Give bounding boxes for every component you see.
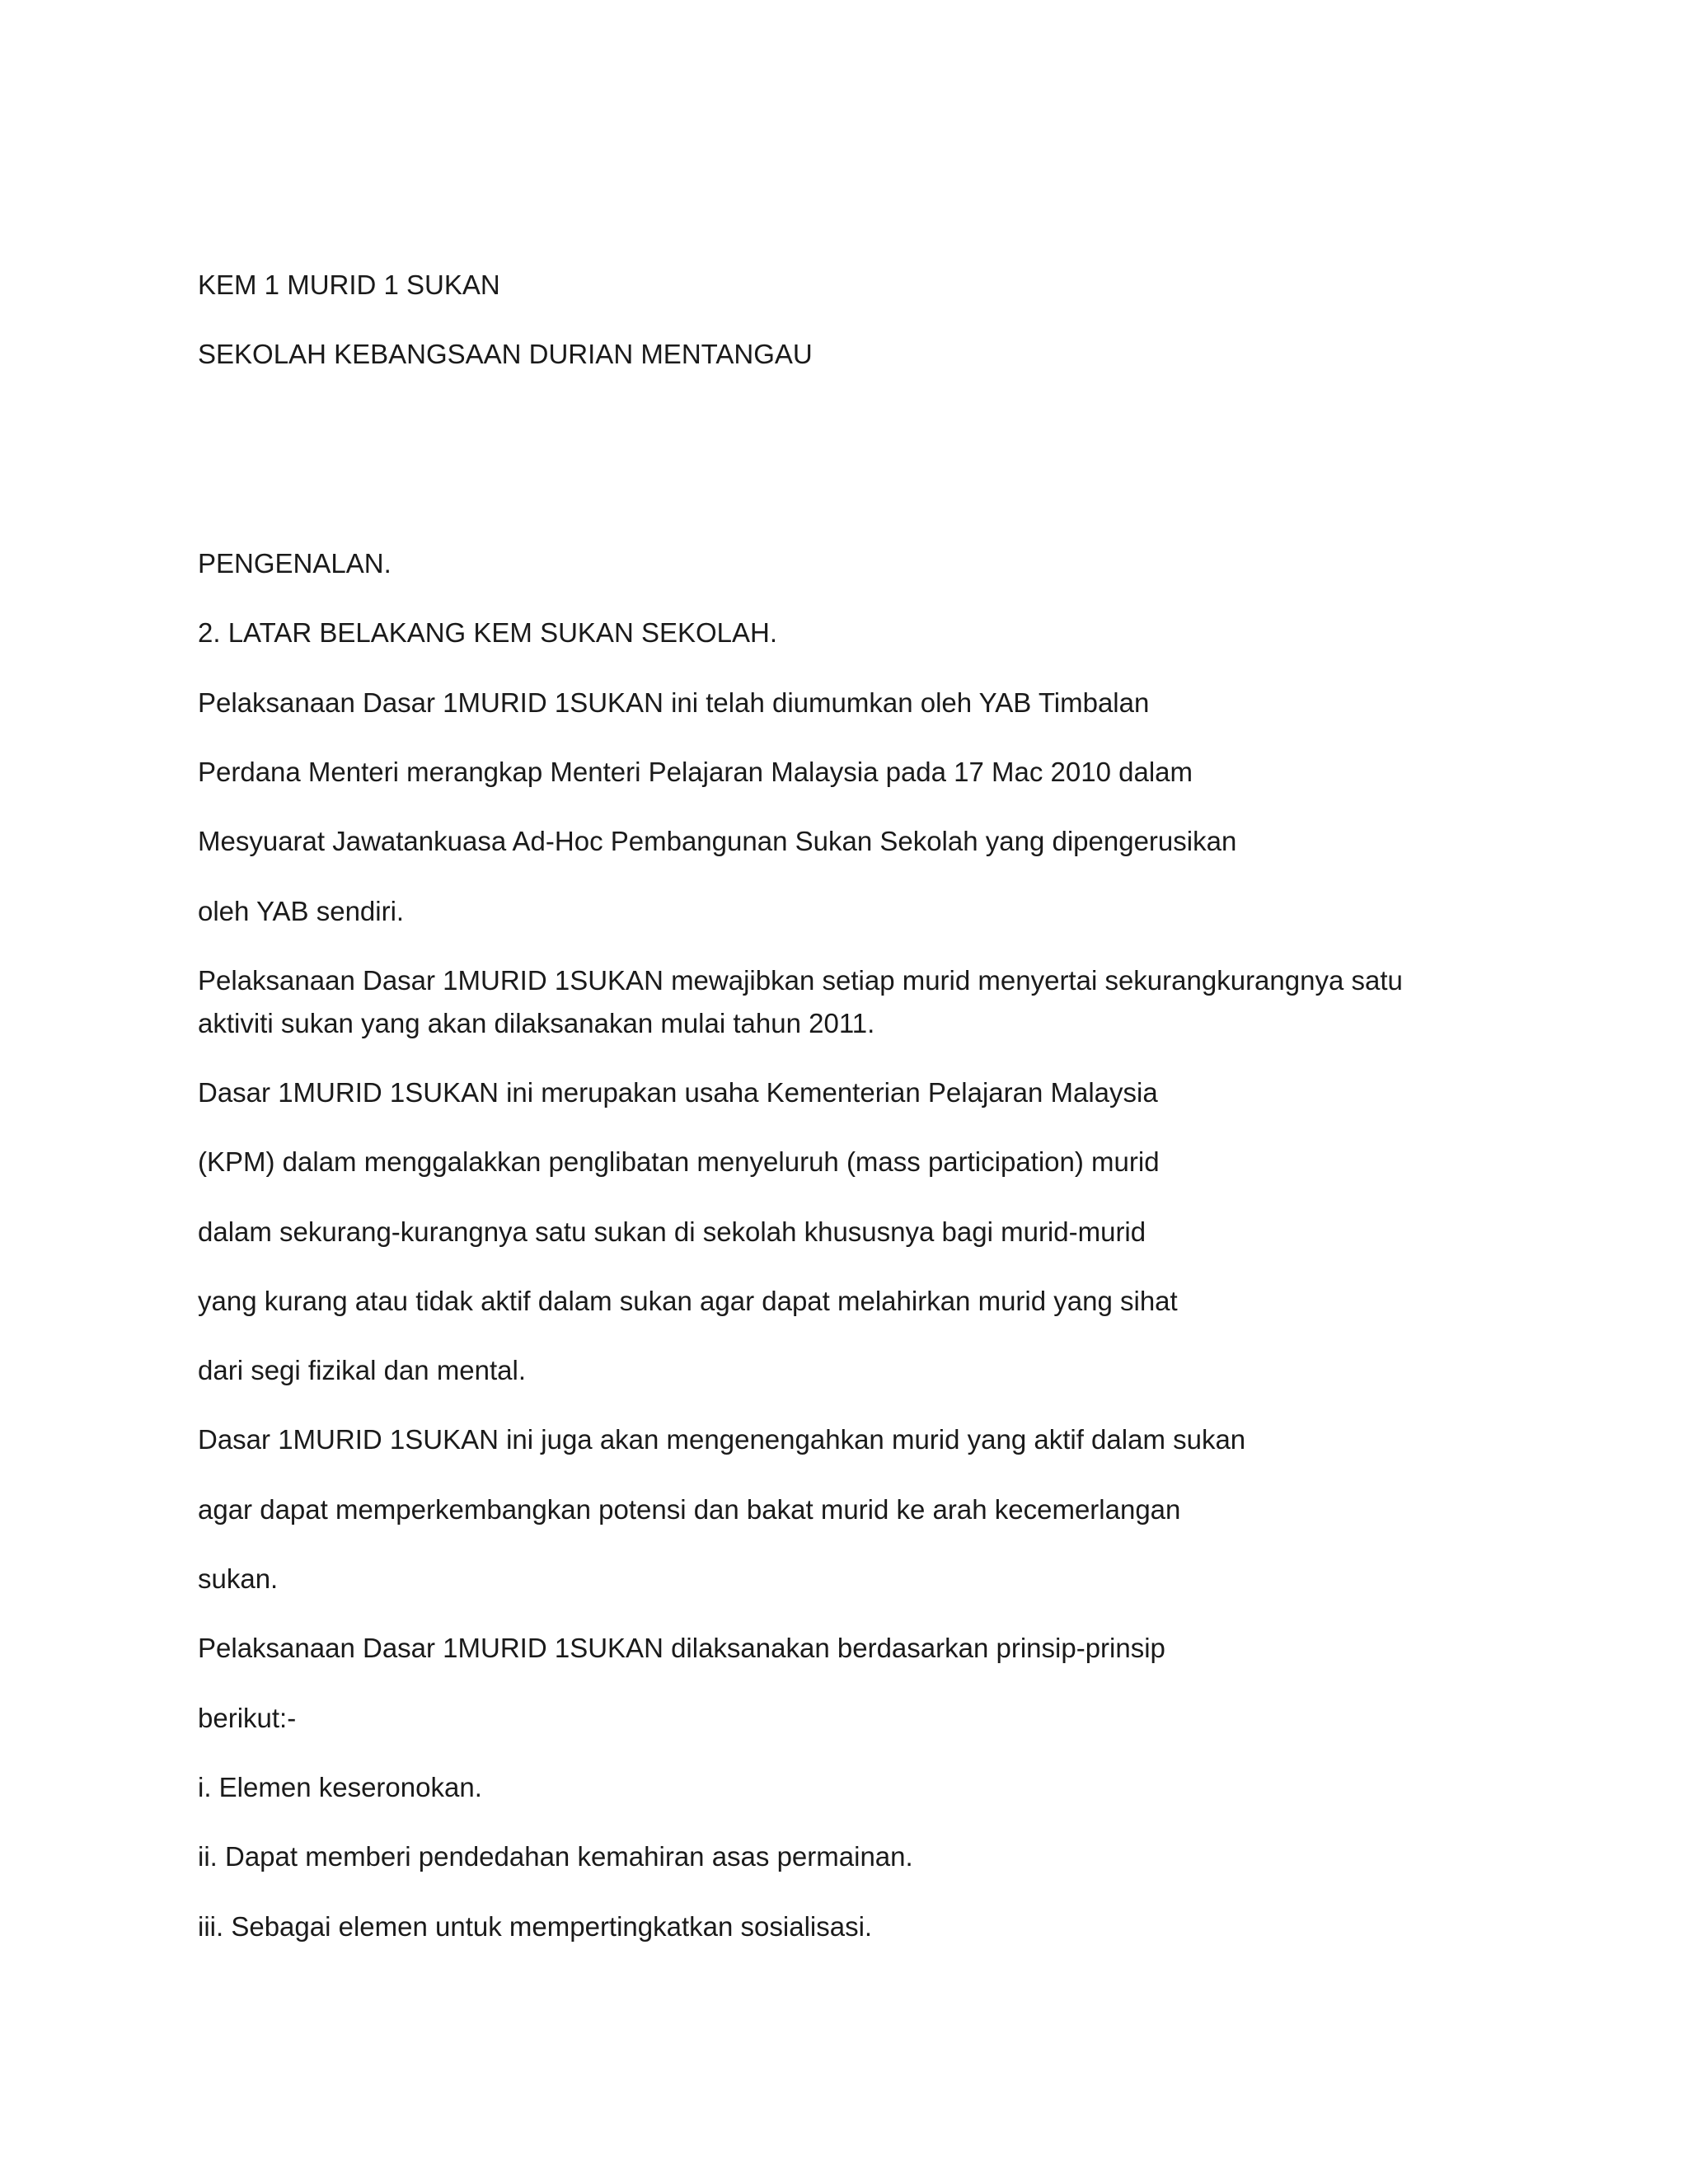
paragraph-line: Mesyuarat Jawatankuasa Ad-Hoc Pembangunan Sukan Sekolah yang dipengerusikan (198, 826, 1237, 856)
paragraph-line: sukan. (198, 1563, 279, 1594)
paragraph-line: Perdana Menteri merangkap Menteri Pelajaran Malaysia pada 17 Mac 2010 dalam (198, 757, 1193, 787)
paragraph-line: agar dapat memperkembangkan potensi dan bakat murid ke arah kecemerlangan (198, 1494, 1181, 1525)
paragraph-line: (KPM) dalam menggalakkan penglibatan menyeluruh (mass participation) murid (198, 1146, 1160, 1177)
list-item: i. Elemen keseronokan. (198, 1772, 482, 1802)
paragraph-line: yang kurang atau tidak aktif dalam sukan agar dapat melahirkan murid yang sihat (198, 1286, 1178, 1316)
section-heading-intro: PENGENALAN. (198, 548, 392, 579)
paragraph-line: Dasar 1MURID 1SUKAN ini merupakan usaha Kementerian Pelajaran Malaysia (198, 1077, 1158, 1108)
list-item: ii. Dapat memberi pendedahan kemahiran asas permainan. (198, 1841, 913, 1872)
paragraph-line: aktiviti sukan yang akan dilaksanakan mulai tahun 2011. (198, 1008, 875, 1038)
list-item: iii. Sebagai elemen untuk mempertingkatkan sosialisasi. (198, 1911, 873, 1942)
paragraph-line: Pelaksanaan Dasar 1MURID 1SUKAN dilaksanakan berdasarkan prinsip-prinsip (198, 1633, 1165, 1663)
paragraph-line: Pelaksanaan Dasar 1MURID 1SUKAN mewajibkan setiap murid menyertai sekurangkurangnya satu (198, 965, 1403, 996)
paragraph-line: Dasar 1MURID 1SUKAN ini juga akan mengenengahkan murid yang aktif dalam sukan (198, 1424, 1246, 1455)
paragraph-line: oleh YAB sendiri. (198, 896, 405, 926)
document-title: KEM 1 MURID 1 SUKAN (198, 269, 500, 300)
school-name: SEKOLAH KEBANGSAAN DURIAN MENTANGAU (198, 339, 813, 369)
section-heading-background: 2. LATAR BELAKANG KEM SUKAN SEKOLAH. (198, 617, 778, 648)
paragraph-line: berikut:- (198, 1703, 297, 1733)
paragraph-line: dari segi fizikal dan mental. (198, 1355, 527, 1385)
paragraph-line: Pelaksanaan Dasar 1MURID 1SUKAN ini telah diumumkan oleh YAB Timbalan (198, 687, 1150, 718)
paragraph-line: dalam sekurang-kurangnya satu sukan di sekolah khususnya bagi murid-murid (198, 1216, 1146, 1247)
